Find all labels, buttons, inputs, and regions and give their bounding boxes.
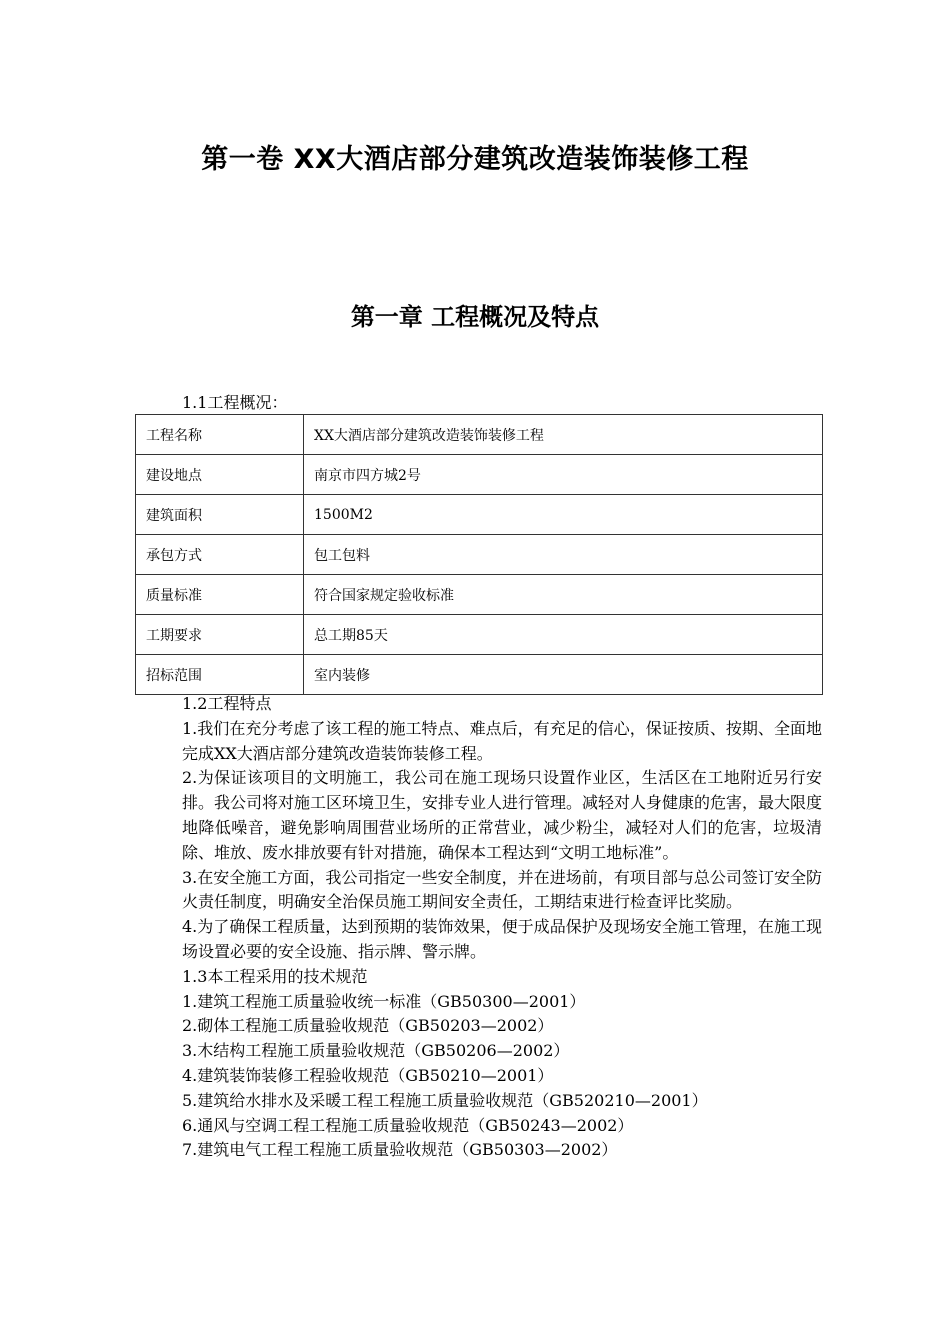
section-1-heading: 1.1工程概况： xyxy=(182,393,288,412)
spec-item: 2.砌体工程施工质量验收规范（GB50203—2002） xyxy=(182,1016,554,1036)
table-row xyxy=(136,415,823,455)
row-label: 质量标准 xyxy=(136,575,304,615)
row-label: 招标范围 xyxy=(136,655,304,695)
table-row xyxy=(136,455,823,495)
row-value: 南京市四方城2号 xyxy=(304,455,823,495)
table-row xyxy=(136,575,823,615)
spec-item: 6.通风与空调工程工程施工质量验收规范（GB50243—2002） xyxy=(182,1115,634,1135)
table-row xyxy=(136,615,823,655)
row-value: 1500M2 xyxy=(304,495,823,535)
row-label: 承包方式 xyxy=(136,535,304,575)
spec-item: 1.建筑工程施工质量验收统一标准（GB50300—2001） xyxy=(182,991,586,1011)
feature-paragraph-4: 4.为了确保工程质量，达到预期的装饰效果，便于成品保护及现场安全施工管理，在施工现场设置必要的安全设施、指示牌、警示牌。 xyxy=(182,917,822,961)
spec-item: 3.木结构工程施工质量验收规范（GB50206—2002） xyxy=(182,1041,570,1061)
spec-item: 5.建筑给水排水及采暖工程工程施工质量验收规范（GB520210—2001） xyxy=(182,1090,708,1110)
row-label: 工程名称 xyxy=(136,415,304,455)
row-value: XX大酒店部分建筑改造装饰装修工程 xyxy=(304,415,823,455)
feature-paragraph-1: 1.我们在充分考虑了该工程的施工特点、难点后，有充足的信心，保证按质、按期、全面地完成XX大酒店部分建筑改造装饰装修工程。 xyxy=(182,718,822,763)
row-label: 工期要求 xyxy=(136,615,304,655)
table-row xyxy=(136,535,823,575)
spec-item: 4.建筑装饰装修工程验收规范（GB50210—2001） xyxy=(182,1065,554,1085)
row-label: 建设地点 xyxy=(136,455,304,495)
row-label: 建筑面积 xyxy=(136,495,304,535)
row-value: 符合国家规定验收标准 xyxy=(304,575,823,615)
feature-paragraph-2: 2.为保证该项目的文明施工，我公司在施工现场只设置作业区，生活区在工地附近另行安排。我公司将对施工区环境卫生，安排专业人进行管理。减轻对人身健康的危害，最大限度地降低噪音，避免影响周围营业场所的正常营业，减少粉尘，减轻对人们的危害，垃圾清除、堆放、废水排放要有针对措施，确保本工程达到“文明工地标准”。 xyxy=(182,768,823,862)
body-text xyxy=(182,692,822,1163)
table-row xyxy=(136,655,823,695)
row-value: 室内装修 xyxy=(304,655,823,695)
section-3-heading: 1.3本工程采用的技术规范 xyxy=(182,966,368,986)
table-row xyxy=(136,495,823,535)
feature-paragraph-3: 3.在安全施工方面，我公司指定一些安全制度，并在进场前，有项目部与总公司签订安全防火责任制度，明确安全治保员施工期间安全责任，工期结束进行检查评比奖励。 xyxy=(182,867,822,912)
row-value: 包工包料 xyxy=(304,535,823,575)
chapter-title: 第一章 工程概况及特点 xyxy=(350,303,600,331)
project-overview-table xyxy=(135,414,823,695)
section-2-heading: 1.2工程特点 xyxy=(182,694,272,713)
spec-item: 7.建筑电气工程工程施工质量验收规范（GB50303—2002） xyxy=(182,1140,618,1160)
volume-title: 第一卷 XX大酒店部分建筑改造装饰装修工程 xyxy=(201,144,749,175)
row-value: 总工期85天 xyxy=(304,615,823,655)
